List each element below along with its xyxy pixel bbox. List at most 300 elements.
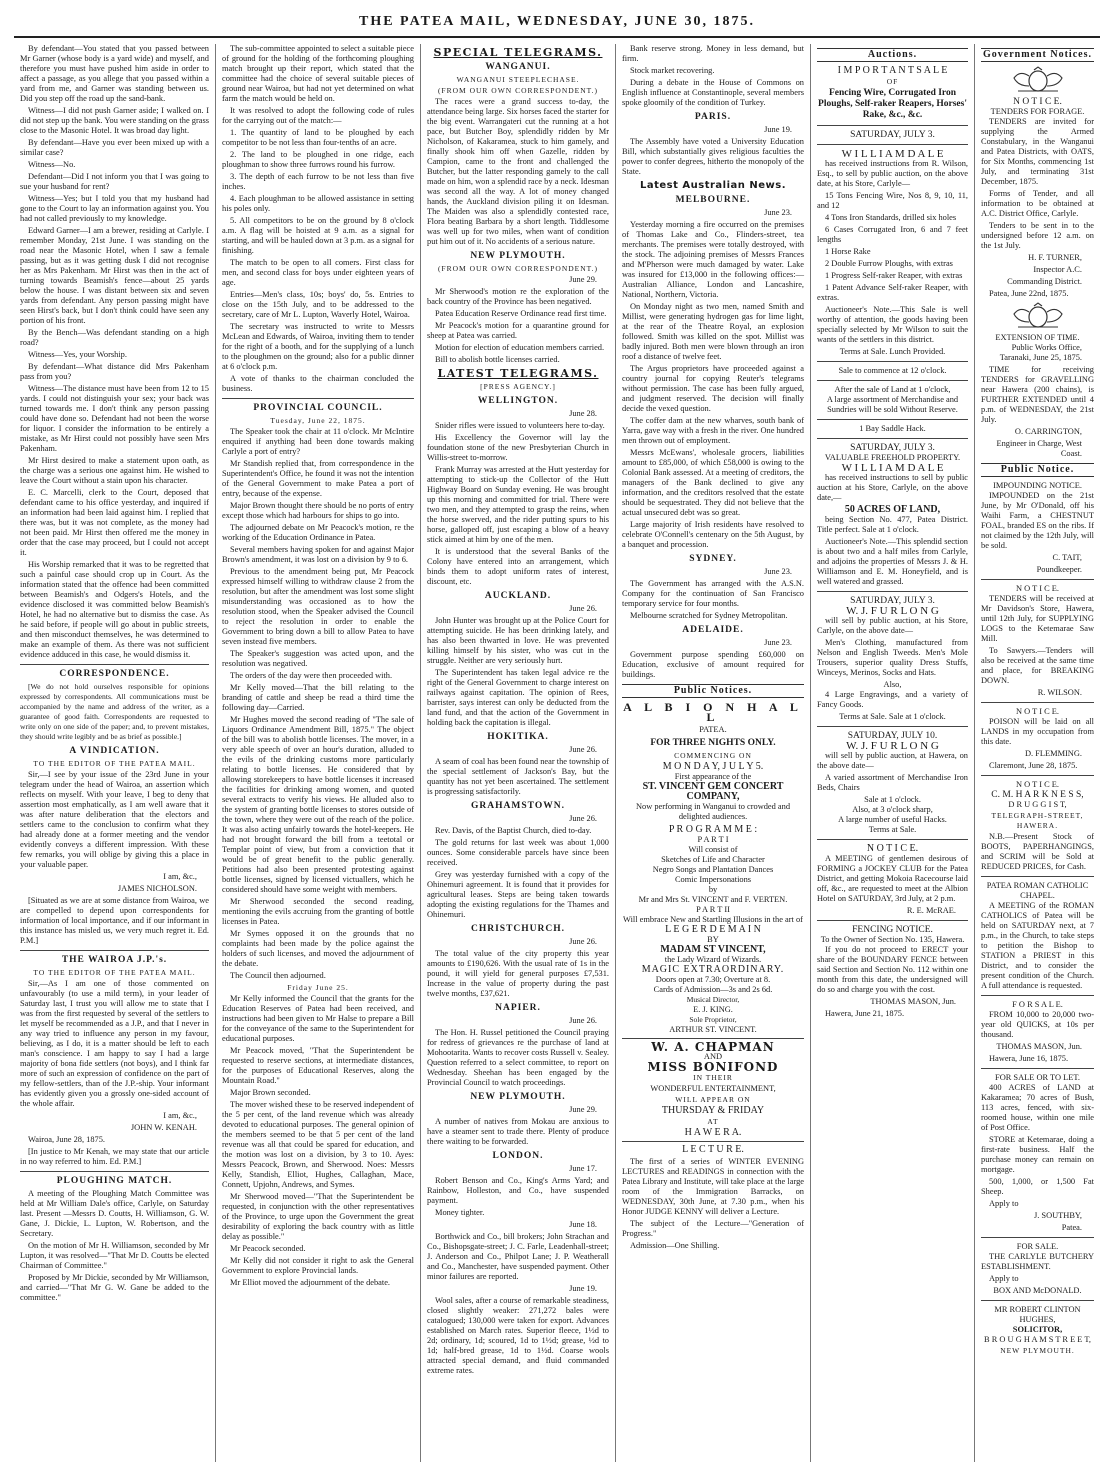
paragraph: It is understood that the several Banks of the Colony have entered into an arrangement, which binds them to adopt uniform rates of interest, discount, etc. xyxy=(427,547,609,586)
ad-title: A L B I O N H A L L xyxy=(623,700,803,724)
list-item: 1 Patent Advance Self-raker Reaper, with extras. xyxy=(817,283,968,302)
paragraph: STORE at Ketemarae, doing a first-rate business. Half the purchase money can remain on mortgage. xyxy=(981,1135,1094,1174)
paragraph: The total value of the city property this year amounts to £190,626. With the usual rate of 1s in the pound, it will yield for general purposes £7,531. Increase in the value of property during the past twelve months, £37,621. xyxy=(427,949,609,998)
place-heading: NEW PLYMOUTH. xyxy=(470,251,566,261)
ad-line: A large assortment of Merchandise and Sundries will be sold Without Reserve. xyxy=(826,395,959,414)
paragraph: Robert Benson and Co., King's Arms Yard; and Rainbow, Holleston, and Co., have suspended payment. xyxy=(427,1176,609,1205)
paragraph: Bill to abolish bottle licenses carried. xyxy=(435,355,560,364)
ad-line: P R O G R A M M E : xyxy=(668,824,758,835)
paragraph: The races were a grand success to-day, the attendance being large. Six horses faced the starter for the big event. Warrangateri cut the running at a hot pace, but Butcher Boy, splendidly ridden by Mr Nicholson, of Kakaramea, stuck to him gamely, and finally shook him off when Gazelle, ridden by Campion, came to the front and challenged the Butcher, but the latter responding gamely to the call made on him, won a splendid race by a neck. Idesman was second all the way. A lot of money changed hands, the Auckland division piling it on Idesman. The Maiden was also a splendidly contested race, Flora beating Barbara by a short length. Tiddlesome was well up for two miles, when want of condition put him out of it. No accidents of a serious nature. xyxy=(427,97,609,246)
place-heading: HOKITIKA. xyxy=(487,732,549,742)
paragraph: TENDERS will be received at Mr Davidson's Store, Hawera, until 12th July, for SUPPLYING LOGS to the Ketemarae Saw Mill. xyxy=(981,594,1094,643)
signature: JOHN W. KENAH. xyxy=(130,1123,197,1132)
paragraph: The Speaker's suggestion was acted upon, and the resolution was negatived. xyxy=(222,649,414,668)
ad-title: N O T I C E. xyxy=(1016,780,1059,789)
paragraph: Witness—Yes, your Worship. xyxy=(28,350,127,359)
paragraph: Rev. Davis, of the Baptist Church, died to-day. xyxy=(435,826,592,835)
ad-line: Terms at Sale. Sale at 1 o'clock. xyxy=(839,712,946,721)
article-heading: A VINDICATION. xyxy=(69,746,160,756)
column-4 xyxy=(616,44,811,1462)
place-heading: ADELAIDE. xyxy=(682,625,744,635)
dateline: June 29. xyxy=(569,275,597,284)
albion-hall-ad xyxy=(622,702,804,1039)
divider xyxy=(817,125,968,126)
ad-title: EXTENSION OF TIME. xyxy=(995,333,1080,342)
paragraph: Wool sales, after a course of remarkable steadiness, closed slightly weaker: 271,272 bales were catalogued; 130,000 were taken for export. Advances established on March rates. Superior fleece, 1½d to 2d; ordinary, 1d; scoured, 1d to 1½d; grease, ½d to 1d; half-bred grease, 1d to 1½d. Coarse wools attracted special demand, and fluid commanded extreme rates. xyxy=(427,1296,609,1375)
ad-line: E. J. KING. xyxy=(693,1005,733,1014)
paragraph: The match to be open to all comers. First class for men, and second class for boys under eighteen years of age. xyxy=(222,258,414,287)
paragraph: Mr Peacock moved, "That the Superintendent be requested to reserve sections, at intermediate distances, for the purposes of Educational Reserves, along the Mountain Road." xyxy=(222,1046,414,1085)
paragraph: Mr Hirst desired to make a statement upon oath, as the charge was a serious one against him. He wished to leave the Court without a stain upon his character. xyxy=(20,456,209,485)
dateline: June 23. xyxy=(764,567,792,576)
paragraph: Men's Clothing, manufactured from Nelson and English Tweeds. Men's Mole Trousers, superior quality Dress Stuffs, Winceys, Merinos, Socks and Hats. xyxy=(817,638,968,677)
session-date: Tuesday, June 22, 1875. xyxy=(270,416,366,425)
ad-line: Also, xyxy=(883,680,902,689)
paragraph: A varied assortment of Merchandise Iron Beds, Chairs xyxy=(817,773,968,792)
ad-title: FENCING NOTICE. xyxy=(852,925,933,935)
ad-line: MADAM ST VINCENT, xyxy=(660,944,766,955)
paragraph: By the Bench—Was defendant standing on a high road? xyxy=(20,328,209,347)
divider xyxy=(981,775,1094,776)
ad-line: Doors open at 7.30; Overture at 8. xyxy=(655,975,771,984)
paragraph: Tenders to be sent in to the undersigned before 12 a.m. on the 1st July. xyxy=(981,221,1094,250)
paragraph: By defendant—You stated that you passed between Mr Garner (whose body is a yard wide) and myself, and therefore you must have pushed him aside in order to affect a passage, as you allege that you passed within a yard from me, and Garner was standing between us. Did you step off the road up the sand-bank. xyxy=(20,44,209,103)
paragraph: His Worship remarked that it was to be regretted that such a painful case should crop up in Court. As the information stated that the offence had been committed between Beamish's and Odgers's Hotels, and the evidence disclosed it was committed below Beamish's Hotel, he had no alternative but to dismiss the case. As he said before, if people will go about in public streets, and then misconduct themselves, he was determined to make an example of them. As there was not sufficient evidence adduced in this case, he would dismiss it. xyxy=(20,560,209,659)
ad-line: 1 Bay Saddle Hack. xyxy=(859,424,926,433)
divider xyxy=(817,591,968,592)
paragraph: Witness—No. xyxy=(28,160,76,169)
dateline: Patea, June 22nd, 1875. xyxy=(989,289,1069,298)
paragraph: Witness—I did not push Garner aside; I walked on. I did not step up the bank. You were standing on the grass close to the Masonic Hotel. It was broad day light. xyxy=(20,106,209,135)
divider xyxy=(981,1237,1094,1238)
place-heading: CHRISTCHURCH. xyxy=(470,924,566,934)
ad-line: Sole Proprietor, xyxy=(689,1015,737,1024)
ad-title: W. A. CHAPMAN xyxy=(651,1040,775,1054)
paragraph: To Sawyers.—Tenders will also be received at the same time and place, for BREAKING DOWN. xyxy=(981,646,1094,685)
rule-item: 4. Each ploughman to be allowed assistance in setting his poles only. xyxy=(222,194,414,213)
section-heading: LATEST TELEGRAMS. xyxy=(437,367,599,380)
signature: BOX AND McDONALD. xyxy=(993,1286,1082,1295)
dateline: June 19. xyxy=(569,1284,597,1293)
divider xyxy=(981,876,1094,877)
ad-line: P A R T II xyxy=(696,905,730,914)
editorial-note: [We do not hold ourselves responsible for opinions expressed by correspondents. All communications must be accompanied by the name and address of the writer, as a guarantee of good faith. Correspondents are requested to write only on one side of the paper; and, to prevent mistakes, they should write legibly and be as brief as possible.] xyxy=(20,682,209,741)
sale-date: SATURDAY, JULY 10. xyxy=(847,731,938,741)
paragraph: Melbourne scratched for Sydney Metropolitan. xyxy=(630,611,788,620)
divider xyxy=(817,419,968,420)
signature-title: Engineer in Charge, West Coast. xyxy=(996,439,1082,458)
paragraph: Proposed by Mr Dickie, seconded by Mr Williamson, and carried—"That Mr G. W. Gane be added to the committee." xyxy=(20,1273,209,1302)
royal-crest-icon xyxy=(1008,66,1068,94)
ad-title: FOR SALE. xyxy=(1016,1242,1059,1251)
ad-line: B R O U G H A M S T R E E T, xyxy=(984,1335,1091,1344)
divider xyxy=(981,995,1094,996)
column-2 xyxy=(216,44,421,1462)
paragraph: Snider rifles were issued to volunteers here to-day. xyxy=(435,421,605,430)
place-heading: NAPIER. xyxy=(495,1003,541,1013)
list-item: 4 Tons Iron Standards, drilled six holes xyxy=(825,213,957,222)
ad-line: ARTHUR ST. VINCENT. xyxy=(669,1025,757,1034)
letter-salutation: TO THE EDITOR OF THE PATEA MAIL. xyxy=(33,759,196,768)
ad-line: the Lady Wizard of Wizards. xyxy=(664,955,762,964)
dateline: June 26. xyxy=(569,604,597,613)
ad-line: Mr and Mrs St. VINCENT and F. VERTEN. xyxy=(638,895,788,904)
credit-line: [PRESS AGENCY.] xyxy=(480,382,556,391)
ad-title: I M P O R T A N T S A L E xyxy=(837,65,948,76)
divider xyxy=(817,920,968,921)
dateline: June 23. xyxy=(764,638,792,647)
ad-line: COMMENCING ON xyxy=(674,751,752,760)
session-date: Friday June 25. xyxy=(287,983,349,992)
ad-title: C. M. H A R K N E S S, xyxy=(991,790,1084,800)
column-6 xyxy=(975,44,1100,1462)
auctioneer-name: W I L L I A M D A L E xyxy=(841,462,944,474)
paragraph: Mr Symes opposed it on the grounds that no complaints had been made by the police against the holders of such licenses, and moved the adjournment of the debate. xyxy=(222,929,414,968)
ad-title: F O R S A L E. xyxy=(1012,1000,1063,1009)
paragraph: Mr Kelly moved—That the bill relating to the branding of cattle and sheep be read a third time the following day—Carried. xyxy=(222,683,414,712)
paragraph: On Monday night as two men, named Smith and Millist, were generating hydrogen gas for lime light, at the rear of the Theatre Royal, an explosion followed. Smith was killed on the spot. Millist was badly injured. Both men were blown through an iron roof a distance of twelve feet. xyxy=(622,302,804,361)
paragraph: The subject of the Lecture—"Generation of Progress." xyxy=(622,1219,804,1238)
subheading: WANGANUI STEEPLECHASE. xyxy=(456,75,580,84)
ad-title: N O T I C E. xyxy=(1016,707,1059,716)
sale-date: SATURDAY, JULY 3. xyxy=(850,443,935,453)
ad-line: THURSDAY & FRIDAY xyxy=(661,1105,765,1116)
section-heading: Latest Australian News. xyxy=(639,180,786,191)
ad-title: IMPOUNDING NOTICE. xyxy=(993,481,1082,490)
list-item: 1 Progress Self-raker Reaper, with extras xyxy=(825,271,963,280)
paragraph: The mover wished these to be reserved independent of the 5 per cent, of the land revenue which was already devoted to educational purposes. The general opinion of the members seemed to be that 5 per cent of the land revenue was all that could be spared for education, and the motion was lost on a division, by 3 to 10. Ayes: Messrs Peacock, Brown, and Sherwood. Noes: Messrs Kelly, Standish, Elliot, Hughes, Callaghan, Mace, Connett, Upjohn, Andrews, and Symes. xyxy=(222,1100,414,1189)
dateline: Hawera, June 21, 1875. xyxy=(825,1009,905,1018)
paragraph: Frank Murray was arrested at the Hutt yesterday for attempting to stick-up the Collector of the Hutt Highway Board on Sunday evening. He was brought up this morning and committed for trial. There were two men, and they attempted to grasp the reins, when the horse swerved, and the rider putting spurs to his horse, galloped off, just escaping a blow of a heavy stick aimed at him by one of the men. xyxy=(427,465,609,544)
paragraph: The first of a series of WINTER EVENING LECTURES and READINGS in connection with the Patea Library and Institute, will take place at the large room of the Immigration Barracks, on WEDNESDAY, 30th June, at 7.30 p.m., when his Honor JUDGE KENNY will deliver a Lecture. xyxy=(622,1157,804,1216)
letter-salutation: TO THE EDITOR OF THE PATEA MAIL. xyxy=(33,968,196,977)
paragraph: The secretary was instructed to write to Messrs McLean and Edwards, of Wairoa, inviting them to tender for the right of a booth, and for the supplying of a lunch to the ploughmen on the ground; also for a public dinner at 6 o'clock p.m. xyxy=(222,322,414,371)
ad-line: 50 ACRES OF LAND, xyxy=(844,504,941,515)
ad-line: TELEGRAPH-STREET, HAWERA. xyxy=(991,811,1084,830)
paragraph: A MEETING of the ROMAN CATHOLICS of Patea will be held on SATURDAY next, at 7 p.m., in the Church, to take steps to petition the Bishop to STATION a PRIEST in this District, and to consider the present condition of the Church. A full attendance is requested. xyxy=(981,901,1094,990)
signature-place: Patea. xyxy=(1061,1223,1082,1232)
paragraph: will sell by public auction, at his Store, Carlyle, on the above date— xyxy=(817,616,968,635)
paragraph: The Council then adjourned. xyxy=(230,971,326,980)
ad-line: Terms at Sale. Lunch Provided. xyxy=(839,347,946,356)
paragraph: Grey was yesterday furnished with a copy of the Ohinemuri agreement. It is found that it provides for agricultural leases. Steps are being taken towards adopting the existing regulations for the Thames and Ohinemuri. xyxy=(427,870,609,919)
divider xyxy=(817,380,968,381)
signature-title: Commanding District. xyxy=(1007,277,1082,286)
ad-line: AT xyxy=(707,1117,719,1126)
signature: J. SOUTHBY, xyxy=(1033,1211,1082,1220)
paragraph: Auctioneer's Note.—This splendid section is about two and a half miles from Carlyle, and adjoins the properties of Messrs J. & H. Williamson and E. M. Honeyfield, and is well watered and grassed. xyxy=(817,537,968,586)
paragraph: It was resolved to adopt the following code of rules for the carrying out of the match:— xyxy=(222,106,414,125)
paragraph: Mr Sherwood's motion re the exploration of the back country of the Province has been negatived. xyxy=(427,287,609,306)
paragraph: Bank reserve strong. Money in less demand, but firm. xyxy=(622,44,804,63)
list-item: 1 Horse Rake xyxy=(825,247,871,256)
ad-line: WILL APPEAR ON xyxy=(675,1095,751,1104)
ad-title: N O T I C E. xyxy=(866,843,919,854)
paragraph: Motion for election of education members carried. xyxy=(435,343,605,352)
editorial-note: [Situated as we are at some distance from Wairoa, we are compelled to depend upon correspondents for information of local importance, and if our informant in this instance has misled us, we very much regret it. Ed. P.M.] xyxy=(20,896,209,945)
masthead: THE PATEA MAIL, WEDNESDAY, JUNE 30, 1875. xyxy=(14,12,1100,38)
paragraph: The adjourned debate on Mr Peacock's motion, re the working of the Education Ordinance in Patea. xyxy=(222,523,414,542)
paragraph: TENDERS are invited for supplying the Armed Constabulary, in the Wanganui and Patea Districts, with OATS, for Six Months, commencing 1st July, and terminating 31st December, 1875. xyxy=(981,117,1094,186)
divider xyxy=(817,144,968,145)
rule-item: 2. The land to be ploughed in one ridge, each ploughman to show three furrows round his furrow. xyxy=(222,150,414,169)
paragraph: Mr Sherwood moved—"That the Superintendent be requested, in conjunction with the other representatives of the Province, to urge upon the Government the great desirability of exploring the back country with as little delay as possible." xyxy=(222,1192,414,1241)
column-1 xyxy=(14,44,216,1462)
ad-line: Sale to commence at 12 o'clock. xyxy=(838,366,947,375)
signature-title: Inspector A.C. xyxy=(1033,265,1082,274)
auctioneer-name: W. J. F U R L O N G xyxy=(846,605,939,617)
divider xyxy=(981,702,1094,703)
place-heading: LONDON. xyxy=(492,1151,544,1161)
paragraph: Stock market recovering. xyxy=(630,66,715,75)
paragraph: The Hon. H. Russel petitioned the Council praying for redress of grievances re the purchase of land at Mohootarita. Wants to recover costs Russell v. Sealey. Question referred to a select committee, to report on Wednesday. Sheehan has been engaged by the Provincial Council to watch proceedings. xyxy=(427,1028,609,1087)
paragraph: has received instructions from R. Wilson, Esq., to sell by public auction, on the above date, at his Store, Carlyle— xyxy=(817,159,968,188)
dateline: June 26. xyxy=(569,1016,597,1025)
ad-title: N O T I C E. xyxy=(1013,97,1062,107)
paragraph: If you do not proceed to ERECT your share of the BOUNDARY FENCE between said Section and Section No. 112 within one month from this date, the undersigned will do so and charge you with the cost. xyxy=(817,945,968,994)
divider xyxy=(817,438,968,439)
signoff: I am, &c., xyxy=(163,1111,197,1120)
paragraph: 500, 1,000, or 1,500 Fat Sheep. xyxy=(981,1177,1094,1196)
paragraph: The coffer dam at the new wharves, south bank of Yarra, gave way with a fresh in the river. One hundred men thrown out of employment. xyxy=(622,416,804,445)
place-heading: MELBOURNE. xyxy=(675,195,751,205)
paragraph: Admission—One Shilling. xyxy=(630,1241,720,1250)
paragraph: Mr Kelly informed the Council that the grants for the Education Reserves of Patea had been received, and instructions had been given to Mr Halse to prepare a Bill for the conveyance of the same to the Superintendent for educational purposes. xyxy=(222,994,414,1043)
paragraph: Yesterday morning a fire occurred on the premises of Thomas Lake and Co., Flinders-street, tea merchants. The premises were totally destroyed, with the stock. The adjoining premises of Messrs Frances and M'Pherson were much damaged by water. Lake was insured for £13,000 in the following offices:—Australian Alliance, London and Lancashire, National, Northern, Victoria. xyxy=(622,220,804,299)
royal-crest-icon xyxy=(1008,302,1068,330)
paragraph: being Section No. 477, Patea District. Title perfect. Sale at 1 o'clock. xyxy=(817,515,968,534)
paragraph: By defendant—Have you ever been mixed up with a similar case? xyxy=(20,138,209,157)
ad-line: L E G E R D E M A I N xyxy=(665,924,761,935)
ad-line: Sketches of Life and Character xyxy=(661,855,765,864)
ad-line: Comic Impersonations xyxy=(674,875,752,884)
paragraph: Money tighter. xyxy=(435,1208,485,1217)
paragraph: By defendant—What distance did Mrs Pakenham pass from you? xyxy=(20,362,209,381)
rule-item: 3. The depth of each furrow to be not less than five inches. xyxy=(222,172,414,191)
paragraph: His Excellency the Governor will lay the foundation stone of the new Presbyterian Church in Willis-street to-morrow. xyxy=(427,433,609,462)
rule-item: 5. All competitors to be on the ground by 8 o'clock a.m. A flag will be hoisted at 9 a.m. as a signal for starting, and will be hauled down at 3 p.m. as a signal for finishing. xyxy=(222,216,414,255)
ad-line: Apply to xyxy=(989,1199,1019,1208)
dateline: June 29. xyxy=(569,1105,597,1114)
ad-line: BY xyxy=(707,935,719,944)
paragraph: Entries—Men's class, 10s; boys' do, 5s. Entries to close on the 15th July, and to be addressed to the secretary, care of Mr L. Lupton, Waverly Hotel, Wairoa. xyxy=(222,290,414,319)
paragraph: Mr Sherwood seconded the second reading, mentioning the evils accruing from the granting of bottle licenses in Patea. xyxy=(222,897,414,926)
paragraph: Previous to the amendment being put, Mr Peacock expressed himself willing to withdraw clause 2 from the resolution, but after the amendment was lost some slight misunderstanding was occasioned as to how the resolution stood, when the Speaker advised the Council to reject the resolution in order to enable the Government to bring down a bill to allow Patea to have seven instead five members. xyxy=(222,567,414,646)
signature: R. WILSON. xyxy=(1037,688,1082,697)
ad-line: Cards of Admission—3s and 2s 6d. xyxy=(653,985,773,994)
paragraph: During a debate in the House of Commons on English influence at Constantinople, several members spoke gloomily of the condition of Turkey. xyxy=(622,78,804,107)
paragraph: Edward Garner—I am a brewer, residing at Carlyle. I remember Monday, 21st June. I was standing on the road near the Masonic Hotel, when I saw a female passing, but as it was getting dusk I did not recognise her as Mrs Pakenham. Mr Hirst was then in the act of turning towards Beamish's fence—about 25 yards below the house. I was distant between six and seven yards from defendant. Any person passing might have seen Hirst's back, but I don't think could have seen any portion of his front. xyxy=(20,226,209,325)
divider xyxy=(817,726,968,727)
ad-line: VALUABLE FREEHOLD PROPERTY. xyxy=(824,453,961,462)
ad-line: To the Owner of Section No. 135, Hawera. xyxy=(820,935,965,944)
paragraph: A MEETING of gentlemen desirous of FORMING a JOCKEY CLUB for the Patea District, and getting Mokoia Racecourse laid off, &c., are requested to meet at the Albion Hotel on SATURDAY, 3rd July, at 2 p.m. xyxy=(817,854,968,903)
column-5 xyxy=(811,44,975,1462)
paragraph: A number of natives from Mokau are anxious to have a steamer sent to trade there. Plenty of produce there waiting to be forwarded. xyxy=(427,1117,609,1146)
paragraph: A seam of coal has been found near the township of the special settlement of Jackson's Bay, but the quantity has not yet been ascertained. The settlement is progressing satisfactorily. xyxy=(427,757,609,796)
paragraph: Auctioneer's Note.—This Sale is well worthy of attention, the goods having been specially selected by Mr Wilson to suit the wants of the settlers in this district. xyxy=(817,305,968,344)
paragraph: Major Brown thought there should be no ports of entry except those which had harbours for ships to go into. xyxy=(222,501,414,520)
signature: R. E. McRAE. xyxy=(906,906,956,915)
divider xyxy=(981,1068,1094,1069)
dateline: June 18. xyxy=(569,1220,597,1229)
paragraph: Government purpose spending £60,000 on Education, exclusive of amount required for buildings. xyxy=(622,650,804,679)
paragraph: Mr Peacock's motion for a quarantine ground for sheep at Patea was carried. xyxy=(427,321,609,340)
paragraph: The orders of the day were then proceeded with. xyxy=(230,671,393,680)
ad-title: FOR SALE OR TO LET. xyxy=(995,1073,1080,1082)
dateline: June 26. xyxy=(569,814,597,823)
section-heading: Public Notices. xyxy=(622,684,804,698)
sale-date: SATURDAY, JULY 3. xyxy=(850,130,935,140)
section-heading: Auctions. xyxy=(817,48,968,62)
paragraph: E. C. Marcelli, clerk to the Court, deposed that defendant came to his office yesterday, and inquired if an information had been laid against him. I replied that there was, but it was not complete, as the money had not been paid. Mr Hirst then offered me the money in order that the case may proceed, but I could not accept it. xyxy=(20,488,209,557)
ad-line: PATEA. xyxy=(699,725,727,734)
place-heading: WELLINGTON. xyxy=(477,396,559,406)
divider xyxy=(817,839,968,840)
paragraph: A vote of thanks to the chairman concluded the business. xyxy=(222,374,414,393)
paragraph: The Government has arranged with the A.S.N. Company for the continuation of San Francisco temporary service for four months. xyxy=(622,579,804,608)
paragraph: TIME for receiving TENDERS for GRAVELLING near Hawera (200 chains), is FURTHER EXTENDED until 4 p.m. of WEDNESDAY, the 21st July. xyxy=(981,365,1094,424)
ad-line: SOLICITOR, xyxy=(1012,1325,1063,1334)
paragraph: The Speaker took the chair at 11 o'clock. Mr McIntire enquired if anything had been done towards making Carlyle a port of entry? xyxy=(222,427,414,456)
paragraph: THE CARLYLE BUTCHERY ESTABLISHMENT. xyxy=(981,1252,1094,1271)
section-heading: Government Notices. xyxy=(981,48,1094,62)
divider xyxy=(20,1171,209,1172)
paragraph: FROM 10,000 to 20,000 two-year old QUICKS, at 10s per thousand. xyxy=(981,1010,1094,1039)
auctioneer-name: W. J. F U R L O N G xyxy=(846,740,939,752)
ad-line: OF xyxy=(886,77,899,86)
columns xyxy=(14,44,1100,1462)
divider xyxy=(222,398,414,399)
paragraph: On the motion of Mr H. Williamson, seconded by Mr Lupton, it was resolved—"That Mr D. Coutts be elected Chairman of Committee." xyxy=(20,1241,209,1270)
column-3 xyxy=(421,44,616,1462)
paragraph: Forms of Tender, and all information to be obtained at A.C. District Office, Carlyle. xyxy=(981,189,1094,218)
ad-line: H A W E R A. xyxy=(684,1127,742,1138)
dateline: June 17. xyxy=(569,1164,597,1173)
section-heading: Public Notice. xyxy=(981,463,1094,477)
dateline: June 28. xyxy=(569,409,597,418)
paragraph: Large majority of Irish residents have resolved to celebrate O'Connell's centenary on the 5th August, by a banquet and procession. xyxy=(622,520,804,549)
ad-line: P A R T I xyxy=(697,835,729,844)
paragraph: Borthwick and Co., bill brokers; John Strachan and Co., Bishopsgate-street; J. C. Farle, Leadenhall-street; J. Anderson and Co., Philpot Lane; J. P. Weatherall and Co., Manchester, have suspended payment. Other minor failures are reported. xyxy=(427,1232,609,1281)
ad-line: Also, at 3 o'clock sharp, xyxy=(852,805,933,814)
ad-line: After the sale of Land at 1 o'clock, xyxy=(834,385,951,394)
ad-line: WONDERFUL ENTERTAINMENT, xyxy=(650,1084,776,1093)
credit-line: (FROM OUR OWN CORRESPONDENT.) xyxy=(437,264,599,273)
paragraph: The sub-committee appointed to select a suitable piece of ground for the holding of the forthcoming ploughing match brought up their report, which stated that the committee had the choice of several suitable pieces of ground near Wairoa, but had not yet determined on what farm the match would be held on. xyxy=(222,44,414,103)
ad-line: AND xyxy=(703,1052,723,1061)
divider xyxy=(981,579,1094,580)
article-heading: THE WAIROA J.P.'s. xyxy=(61,955,168,965)
paragraph: IMPOUNDED on the 21st June, by Mr O'Donald, off his Waihi Farm, a CHESTNUT FOAL, branded ES on the ribs. If not claimed by the 12th July, will be sold. xyxy=(981,491,1094,550)
ad-line: D R U G G I S T, xyxy=(1008,800,1067,809)
section-heading: SPECIAL TELEGRAMS. xyxy=(433,46,603,59)
divider xyxy=(981,1300,1094,1301)
dateline: Wairoa, June 28, 1875. xyxy=(28,1135,106,1144)
paragraph: Patea Education Reserve Ordinance read first time. xyxy=(435,309,607,318)
list-item: 2 Double Furrow Ploughs, with extras xyxy=(825,259,953,268)
ad-line: M O N D A Y, J U L Y 5. xyxy=(662,761,764,772)
divider xyxy=(817,361,968,362)
ad-title: TENDERS FOR FORAGE. xyxy=(990,107,1085,116)
paragraph: Witness—Yes; but I told you that my husband had gone to the Court to lay an information against you. You had not called previously to my knowledge. xyxy=(20,194,209,223)
paragraph: 4 Large Engravings, and a variety of Fancy Goods. xyxy=(817,690,968,709)
dateline: June 23. xyxy=(764,208,792,217)
dateline: Hawera, June 16, 1875. xyxy=(989,1054,1069,1063)
auctioneer-name: W I L L I A M D A L E xyxy=(841,148,944,160)
dateline: Public Works Office, Taranaki, June 25, 1875. xyxy=(999,343,1082,362)
ad-line: Sale at 1 o'clock. xyxy=(864,795,921,804)
ad-line: ST. VINCENT GEM CONCERT COMPANY, xyxy=(642,781,784,802)
ad-line: Musical Director, xyxy=(686,995,740,1004)
signature: C. TAIT, xyxy=(1052,553,1082,562)
ad-line: FOR THREE NIGHTS ONLY. xyxy=(650,738,776,748)
signature: THOMAS MASON, Jun. xyxy=(870,997,956,1006)
dateline: June 26. xyxy=(569,745,597,754)
place-heading: WANGANUI. xyxy=(485,62,551,72)
place-heading: PARIS. xyxy=(694,112,732,122)
signature: THOMAS MASON, Jun. xyxy=(996,1042,1082,1051)
ad-line: MAGIC EXTRAORDINARY. xyxy=(641,964,785,975)
signature: H. F. TURNER, xyxy=(1028,253,1082,262)
ad-line: Fencing Wire, Corrugated Iron Ploughs, Self-raker Reapers, Horses' Rake, &c., &c. xyxy=(818,88,967,120)
paragraph: Major Brown seconded. xyxy=(230,1088,311,1097)
signature-title: Poundkeeper. xyxy=(1036,565,1082,574)
sale-date: SATURDAY, JULY 3. xyxy=(850,596,935,606)
signature: JAMES NICHOLSON. xyxy=(117,884,197,893)
ad-line: by xyxy=(708,885,718,894)
ad-line: Now performing in Wanganui to crowded and delighted audiences. xyxy=(635,802,791,821)
paragraph: The Argus proprietors have proceeded against a country journal for copying Reuter's telegrams without permission. The case has been fully argued, and judgment reserved. The decision will finally decide the vexed question. xyxy=(622,364,804,413)
credit-line: (FROM OUR OWN CORRESPONDENT.) xyxy=(437,86,599,95)
paragraph: The gold returns for last week was about 1,000 ounces. Some considerable parcels have since been received. xyxy=(427,838,609,867)
place-heading: SYDNEY. xyxy=(689,554,737,564)
article-heading: PROVINCIAL COUNCIL. xyxy=(253,403,383,413)
paragraph: A meeting of the Ploughing Match Committee was held at Mr William Dale's office, Carlyle, on Saturday last. Present —Messrs D. Coutts, H. Williamson, G. W. Gane, J. Dickie, L. Lupton, W. Robertson, and the Secretary. xyxy=(20,1189,209,1238)
paragraph: Witness—The distance must have been from 12 to 15 yards. I could not distinguish your sex; your back was turned towards me. I don't think any person passing could have done so. Defendant had not been the worse for liquor. I consider the information to be entirely a mistake, as Mr Hirst could not possibly have seen Mrs Pakenham. xyxy=(20,384,209,453)
article-heading: PLOUGHING MATCH. xyxy=(56,1176,173,1186)
paragraph: Mr Kelly did not consider it right to ask the General Government to explore Provincial lands. xyxy=(222,1256,414,1275)
ad-line: First appearance of the xyxy=(674,772,752,781)
paragraph: The Assembly have voted a University Education Bill, which substantially gives religious faculties the power to confer degrees, hitherto the monopoly of the State. xyxy=(622,137,804,176)
place-heading: GRAHAMSTOWN. xyxy=(471,801,565,811)
paragraph: The Superintendent has taken legal advice re the right of the General Government to charge interest on railways against capitation. The opinion of Rees, barrister, says interest can only be deducted from the land fund, and that the action of the Government in holding back the capitation is illegal. xyxy=(427,668,609,727)
signature: D. FLEMMING. xyxy=(1025,749,1082,758)
place-heading: NEW PLYMOUTH. xyxy=(470,1092,566,1102)
place-heading: AUCKLAND. xyxy=(484,591,552,601)
editorial-note: [In justice to Mr Kenah, we may state that our article in no way referred to him. Ed. P.M.] xyxy=(20,1147,209,1166)
paragraph: has received instructions to sell by public auction at his Store, Carlyle, on the above date,— xyxy=(817,473,968,502)
ad-line: Terms at Sale. xyxy=(868,825,917,834)
dateline: Claremont, June 28, 1875. xyxy=(989,761,1078,770)
ad-title: MISS BONIFOND xyxy=(647,1060,779,1074)
ad-line: Negro Songs and Plantation Dances xyxy=(652,865,774,874)
paragraph: Mr Standish replied that, from correspondence in the Superintendent's Office, he found it was not the intention of the General Government to make Patea a port of entry, because of the expense. xyxy=(222,459,414,498)
divider xyxy=(20,664,209,665)
signature: O. CARRINGTON, xyxy=(1014,427,1082,436)
dateline: June 19. xyxy=(764,125,792,134)
ad-line: NEW PLYMOUTH. xyxy=(1000,1346,1075,1355)
paragraph: Mr Hughes moved the second reading of "The sale of Liquors Ordinance Amendment Bill, 1875." The object of the bill was to abolish bottle licenses. The mover, in a very able speech of over an hour's duration, alluded to the evils of the drinking customs more particularly relating to bottle licenses. He considered that by allowing storekeepers to have bottle licenses it increased the facilities for drinking among women, and quoted several extracts to verify his views. He alluded also to the system of granting bottle licenses to stores outside of the town, where they were out of the reach of the police. It was also acting unfairly towards the hotel-keepers. He had not brought forward the bill from a teetotal or Templar point of view, but from a conviction that it would be of great benefit to the public generally. Petitions had also been presented protesting against bottle licenses, signed by licensed victuallers, which he considered should have some weight with members. xyxy=(222,715,414,894)
paragraph: John Hunter was brought up at the Police Court for attempting suicide. He has been drinking lately, and has also been thwarted in love. He was prevented killing himself by his sister, who was cut in the struggle. Neither are very seriously hurt. xyxy=(427,616,609,665)
paragraph: N.B.—Present Stock of BOOTS, PAPERHANGINGS, and SCRIM will be Sold at REDUCED PRICES, for Cash. xyxy=(981,832,1094,871)
ad-line: Will embrace New and Startling Illusions in the art of xyxy=(623,915,803,924)
rule-item: 1. The quantity of land to be ploughed by each competitor to be not less than four-tenths of an acre. xyxy=(222,128,414,147)
ad-line: IN THEIR xyxy=(693,1073,733,1082)
ad-line: Will consist of xyxy=(688,845,738,854)
paragraph: Defendant—Did I not inform you that I was going to sue your husband for rent? xyxy=(20,172,209,191)
chapman-ad xyxy=(622,1042,804,1142)
